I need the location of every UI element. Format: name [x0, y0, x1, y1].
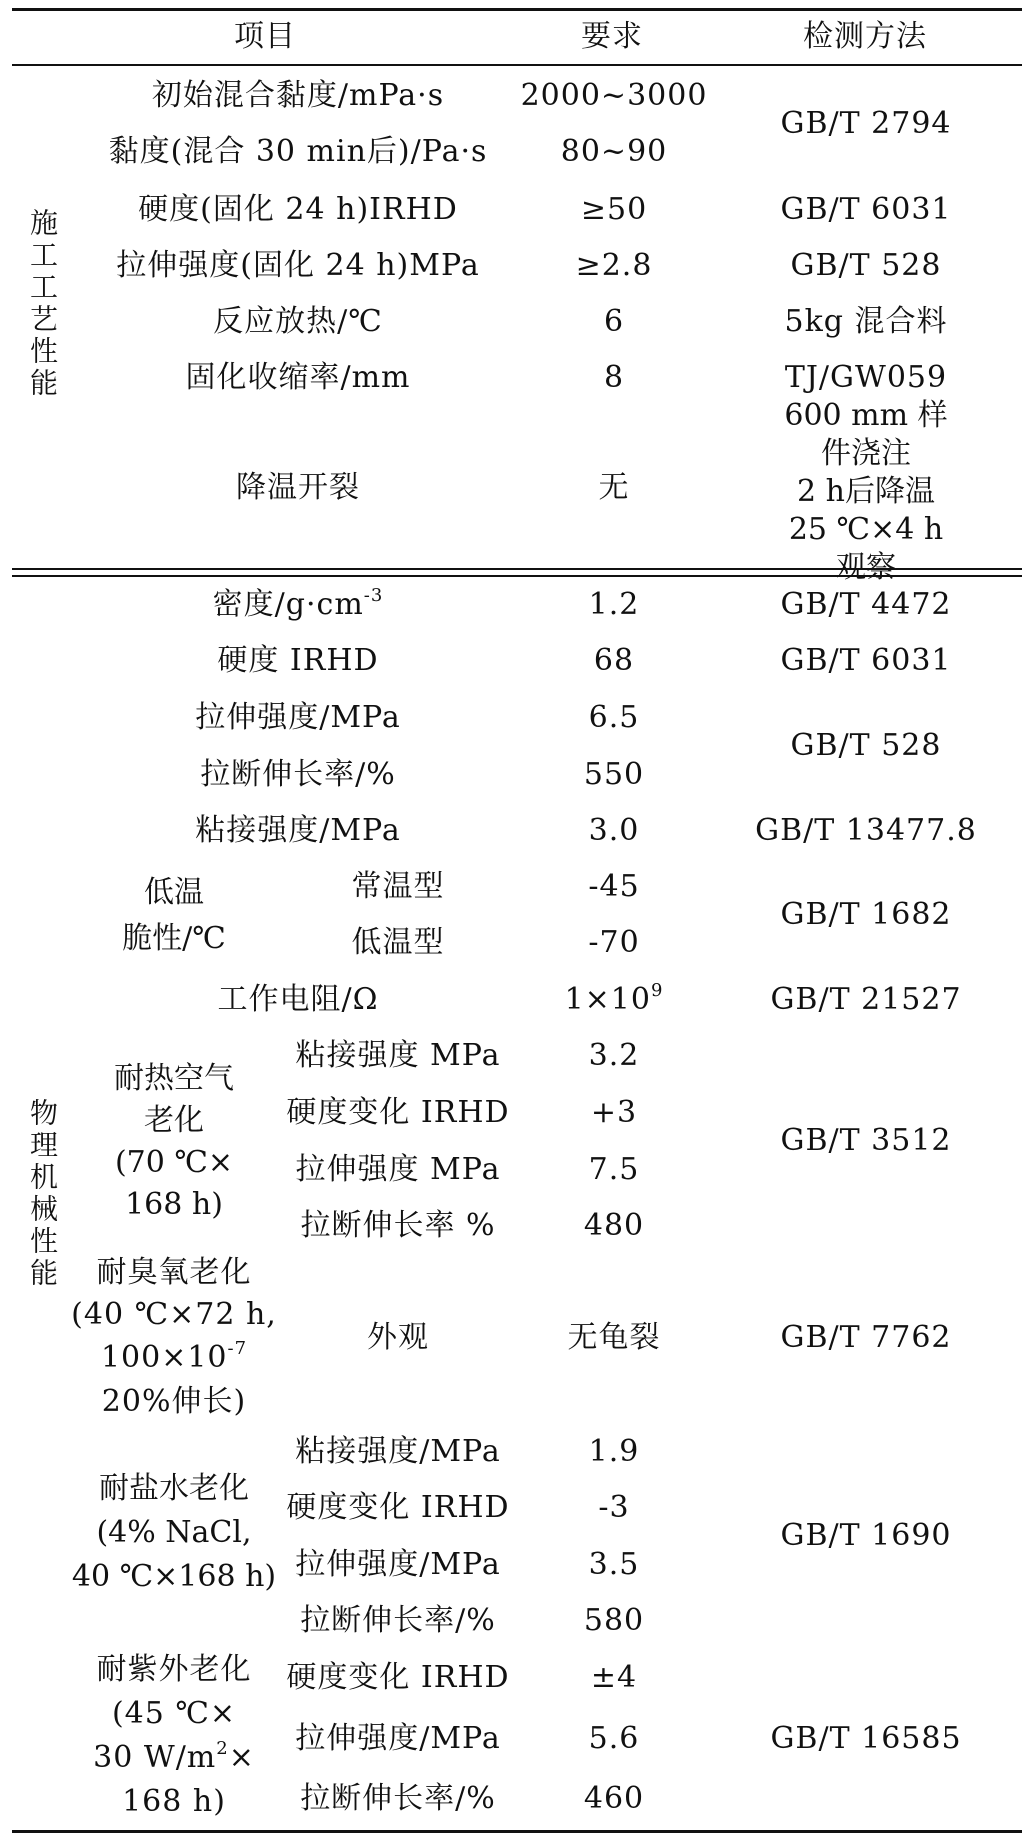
req-ozone-appearance: 无龟裂	[567, 1320, 661, 1355]
req-heat-tensile: 7.5	[588, 1152, 640, 1187]
method-salt-aging: GB/T 1690	[780, 1518, 952, 1553]
method-ozone-aging: GB/T 7762	[780, 1320, 952, 1355]
method-hardness-cure: GB/T 6031	[780, 192, 952, 227]
req-viscosity-30min: 80~90	[560, 134, 668, 169]
uv-irradiance: 30 W/m	[93, 1740, 217, 1775]
req-resistance	[565, 982, 664, 1018]
group-brittle: 低温 脆性/℃	[122, 875, 226, 956]
group-uv-line1: 耐紫外老化	[96, 1652, 252, 1687]
group-uv-line2: (45 ℃×	[111, 1696, 237, 1731]
req-heat-hardness: +3	[590, 1095, 638, 1130]
method-density: GB/T 4472	[780, 587, 952, 622]
req-brittle-low: -70	[588, 925, 640, 960]
header-rule	[12, 64, 1022, 66]
item-heat-tensile: 拉伸强度 MPa	[295, 1152, 501, 1187]
resistance-base: 1×10	[564, 982, 651, 1017]
item-salt-tensile: 拉伸强度/MPa	[295, 1547, 501, 1582]
group-salt-aging: 耐盐水老化 (4% NaCl, 40 ℃×168 h)	[71, 1471, 277, 1594]
method-hardness: GB/T 6031	[780, 643, 952, 678]
req-tensile: 6.5	[588, 700, 640, 735]
item-bond: 粘接强度/MPa	[195, 813, 401, 848]
req-salt-elongation: 580	[583, 1603, 645, 1638]
req-density: 1.2	[588, 587, 640, 622]
group-ozone-line3	[101, 1340, 247, 1376]
item-tensile-cure: 拉伸强度(固化 24 h)MPa	[116, 248, 480, 283]
group-ozone-line4: 20%伸长)	[101, 1384, 247, 1419]
req-cooling-crack: 无	[598, 470, 630, 505]
section-construction: 施工工艺性能	[26, 208, 59, 400]
section-physical: 物理机械性能	[26, 1098, 59, 1290]
uv-exponent: 2	[216, 1738, 229, 1759]
item-heat-bond: 粘接强度 MPa	[295, 1038, 501, 1073]
method-cooling-crack: 600 mm 样件浇注 2 h后降温 25 ℃×4 h观察	[784, 398, 948, 585]
item-heat-elongation: 拉断伸长率 %	[300, 1208, 496, 1243]
method-bond: GB/T 13477.8	[755, 813, 977, 848]
item-uv-hardness: 硬度变化 IRHD	[286, 1660, 510, 1695]
group-heat-aging: 耐热空气 老化 (70 ℃× 168 h)	[114, 1061, 234, 1222]
header-item: 项目	[234, 19, 296, 54]
req-shrinkage: 8	[603, 360, 625, 395]
item-brittle-low: 低温型	[351, 925, 445, 960]
req-reaction-heat: 6	[603, 304, 625, 339]
req-hardness-cure: ≥50	[580, 192, 648, 227]
ozone-concentration: 100×10	[100, 1340, 228, 1375]
group-ozone-line2: (40 ℃×72 h,	[71, 1297, 277, 1332]
req-hardness: 68	[593, 643, 635, 678]
req-salt-hardness: -3	[598, 1490, 630, 1525]
top-rule	[12, 8, 1022, 11]
item-reaction-heat: 反应放热/℃	[213, 304, 383, 339]
item-heat-hardness: 硬度变化 IRHD	[286, 1095, 510, 1130]
req-bond: 3.0	[588, 813, 640, 848]
header-method: 检测方法	[803, 19, 927, 54]
uv-times: ×	[228, 1740, 255, 1775]
item-tensile: 拉伸强度/MPa	[195, 700, 401, 735]
item-ozone-appearance: 外观	[367, 1320, 429, 1355]
req-initial-viscosity: 2000~3000	[520, 78, 708, 113]
item-cooling-crack: 降温开裂	[236, 470, 360, 505]
item-salt-elongation: 拉断伸长率/%	[300, 1603, 496, 1638]
req-heat-elongation: 480	[583, 1208, 645, 1243]
method-viscosity: GB/T 2794	[780, 106, 952, 141]
item-salt-hardness: 硬度变化 IRHD	[286, 1490, 510, 1525]
method-tensile-elongation: GB/T 528	[790, 728, 942, 763]
header-requirement: 要求	[581, 19, 643, 54]
req-uv-tensile: 5.6	[588, 1721, 640, 1756]
density-exponent: -3	[363, 585, 384, 606]
item-salt-bond: 粘接强度/MPa	[295, 1434, 501, 1469]
req-uv-elongation: 460	[583, 1781, 645, 1816]
req-tensile-cure: ≥2.8	[575, 248, 653, 283]
resistance-exponent: 9	[650, 980, 664, 1001]
item-viscosity-30min: 黏度(混合 30 min后)/Pa·s	[108, 134, 488, 169]
item-density	[213, 587, 384, 623]
bottom-rule	[12, 1830, 1022, 1833]
group-ozone-line1: 耐臭氧老化	[96, 1255, 252, 1290]
item-elongation: 拉断伸长率/%	[200, 757, 396, 792]
req-salt-tensile: 3.5	[588, 1547, 640, 1582]
method-reaction-heat: 5kg 混合料	[784, 304, 948, 339]
method-brittle: GB/T 1682	[780, 897, 952, 932]
item-uv-tensile: 拉伸强度/MPa	[295, 1721, 501, 1756]
item-initial-viscosity: 初始混合黏度/mPa·s	[151, 78, 445, 113]
ozone-exponent: -7	[227, 1338, 248, 1359]
method-tensile-cure: GB/T 528	[790, 248, 942, 283]
req-elongation: 550	[583, 757, 645, 792]
method-shrinkage: TJ/GW059	[784, 360, 948, 395]
method-heat-aging: GB/T 3512	[780, 1123, 952, 1158]
req-heat-bond: 3.2	[588, 1038, 640, 1073]
density-label: 密度/g·cm	[212, 587, 364, 622]
item-shrinkage: 固化收缩率/mm	[185, 360, 411, 395]
item-hardness: 硬度 IRHD	[217, 643, 379, 678]
group-uv-line3	[93, 1740, 255, 1776]
method-uv-aging: GB/T 16585	[770, 1721, 962, 1756]
method-resistance: GB/T 21527	[770, 982, 962, 1017]
item-resistance: 工作电阻/Ω	[217, 982, 379, 1017]
req-salt-bond: 1.9	[588, 1434, 640, 1469]
req-uv-hardness: ±4	[590, 1660, 638, 1695]
item-uv-elongation: 拉断伸长率/%	[300, 1781, 496, 1816]
item-hardness-cure: 硬度(固化 24 h)IRHD	[138, 192, 458, 227]
item-brittle-normal: 常温型	[351, 869, 445, 904]
group-uv-line4: 168 h)	[122, 1784, 226, 1819]
req-brittle-normal: -45	[588, 869, 640, 904]
